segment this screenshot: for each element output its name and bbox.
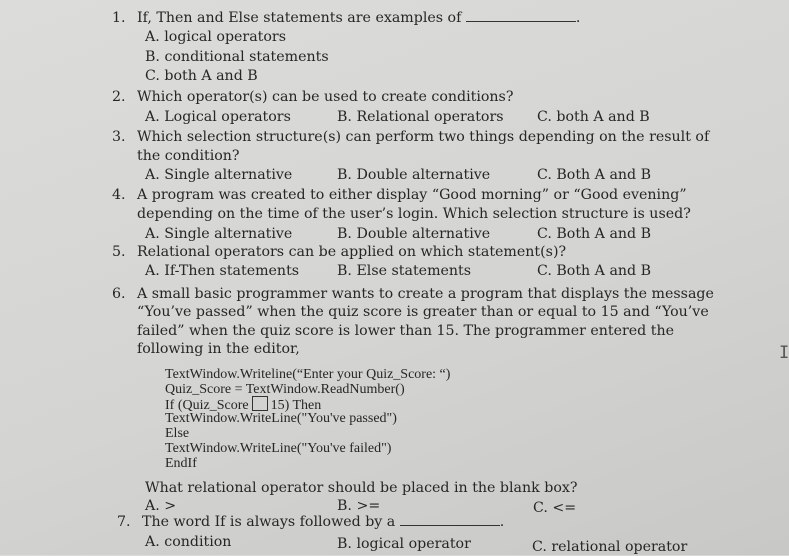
blank-box [252, 396, 268, 411]
question-2-number: 2. [112, 89, 126, 105]
question-6-text-line1: A small basic programmer wants to create a program that displays the message [137, 286, 714, 302]
question-3-number: 3. [112, 129, 126, 145]
code-line: TextWindow.WriteLine("You've passed") [165, 411, 397, 426]
q7-option-c: C. relational operator [532, 539, 688, 555]
q1-option-b: B. conditional statements [145, 49, 329, 65]
question-3-text-line1: Which selection structure(s) can perform two things depending on the result of [137, 129, 710, 145]
question-6-text-line2: “You’ve passed” when the quiz score is greater than or equal to 15 and “You’ve [137, 304, 709, 320]
text-cursor-icon: I [779, 343, 789, 363]
q6-option-c: C. <= [533, 500, 577, 516]
question-4-text-line2: depending on the time of the user’s login. Which selection structure is used? [137, 206, 691, 222]
question-6-prompt: What relational operator should be placed in the blank box? [145, 480, 578, 496]
q5-option-c: C. Both A and B [537, 263, 652, 279]
question-4-text-line1: A program was created to either display “Good morning” or “Good evening” [137, 187, 687, 203]
q2-option-c: C. both A and B [537, 109, 650, 125]
question-6-text-line4: following in the editor, [137, 341, 300, 357]
question-7-number: 7. [117, 514, 131, 530]
q2-option-b: B. Relational operators [337, 109, 504, 125]
answer-blank [400, 513, 500, 526]
q4-option-c: C. Both A and B [537, 226, 652, 242]
question-1-number: 1. [112, 10, 126, 26]
q3-option-b: B. Double alternative [337, 167, 491, 183]
question-4-number: 4. [112, 187, 126, 203]
code-then: 15) Then [270, 398, 322, 413]
code-line: Else [165, 426, 190, 441]
code-line: TextWindow.WriteLine("You've failed") [165, 441, 392, 456]
question-5-text: Relational operators can be applied on which statement(s)? [137, 244, 567, 260]
q6-option-b: B. >= [337, 498, 381, 514]
q6-option-a: A. > [145, 498, 177, 514]
q4-option-a: A. Single alternative [145, 226, 293, 242]
question-6-text-line3: failed” when the quiz score is lower than 15. The programmer entered the [137, 323, 675, 339]
code-line: Quiz_Score = TextWindow.ReadNumber() [165, 382, 405, 397]
question-1-text [137, 9, 580, 27]
question-5-number: 5. [112, 244, 126, 260]
question-7-text [142, 513, 504, 531]
code-line: EndIf [165, 456, 197, 471]
answer-blank [466, 9, 576, 22]
q3-option-a: A. Single alternative [145, 167, 293, 183]
period: . [499, 514, 505, 530]
q3-option-c: C. Both A and B [537, 167, 652, 183]
q1-option-c: C. both A and B [145, 68, 258, 84]
question-6-number: 6. [112, 286, 126, 302]
q7-option-b: B. logical operator [337, 536, 471, 552]
question-2-text: Which operator(s) can be used to create conditions? [137, 89, 514, 105]
q4-option-b: B. Double alternative [337, 226, 491, 242]
q7-option-a: A. condition [145, 534, 232, 550]
question-7-stem: The word If is always followed by a [142, 514, 396, 530]
q1-option-a: A. logical operators [145, 29, 286, 45]
code-line: TextWindow.Writeline(“Enter your Quiz_Score: “) [165, 367, 451, 382]
question-3-text-line2: the condition? [137, 148, 240, 164]
period: . [575, 10, 581, 26]
q5-option-a: A. If-Then statements [145, 263, 300, 279]
q5-option-b: B. Else statements [337, 263, 472, 279]
question-1-stem: If, Then and Else statements are examples of [137, 10, 462, 26]
code-if: If (Quiz_Score [165, 398, 249, 413]
q2-option-a: A. Logical operators [145, 109, 291, 125]
